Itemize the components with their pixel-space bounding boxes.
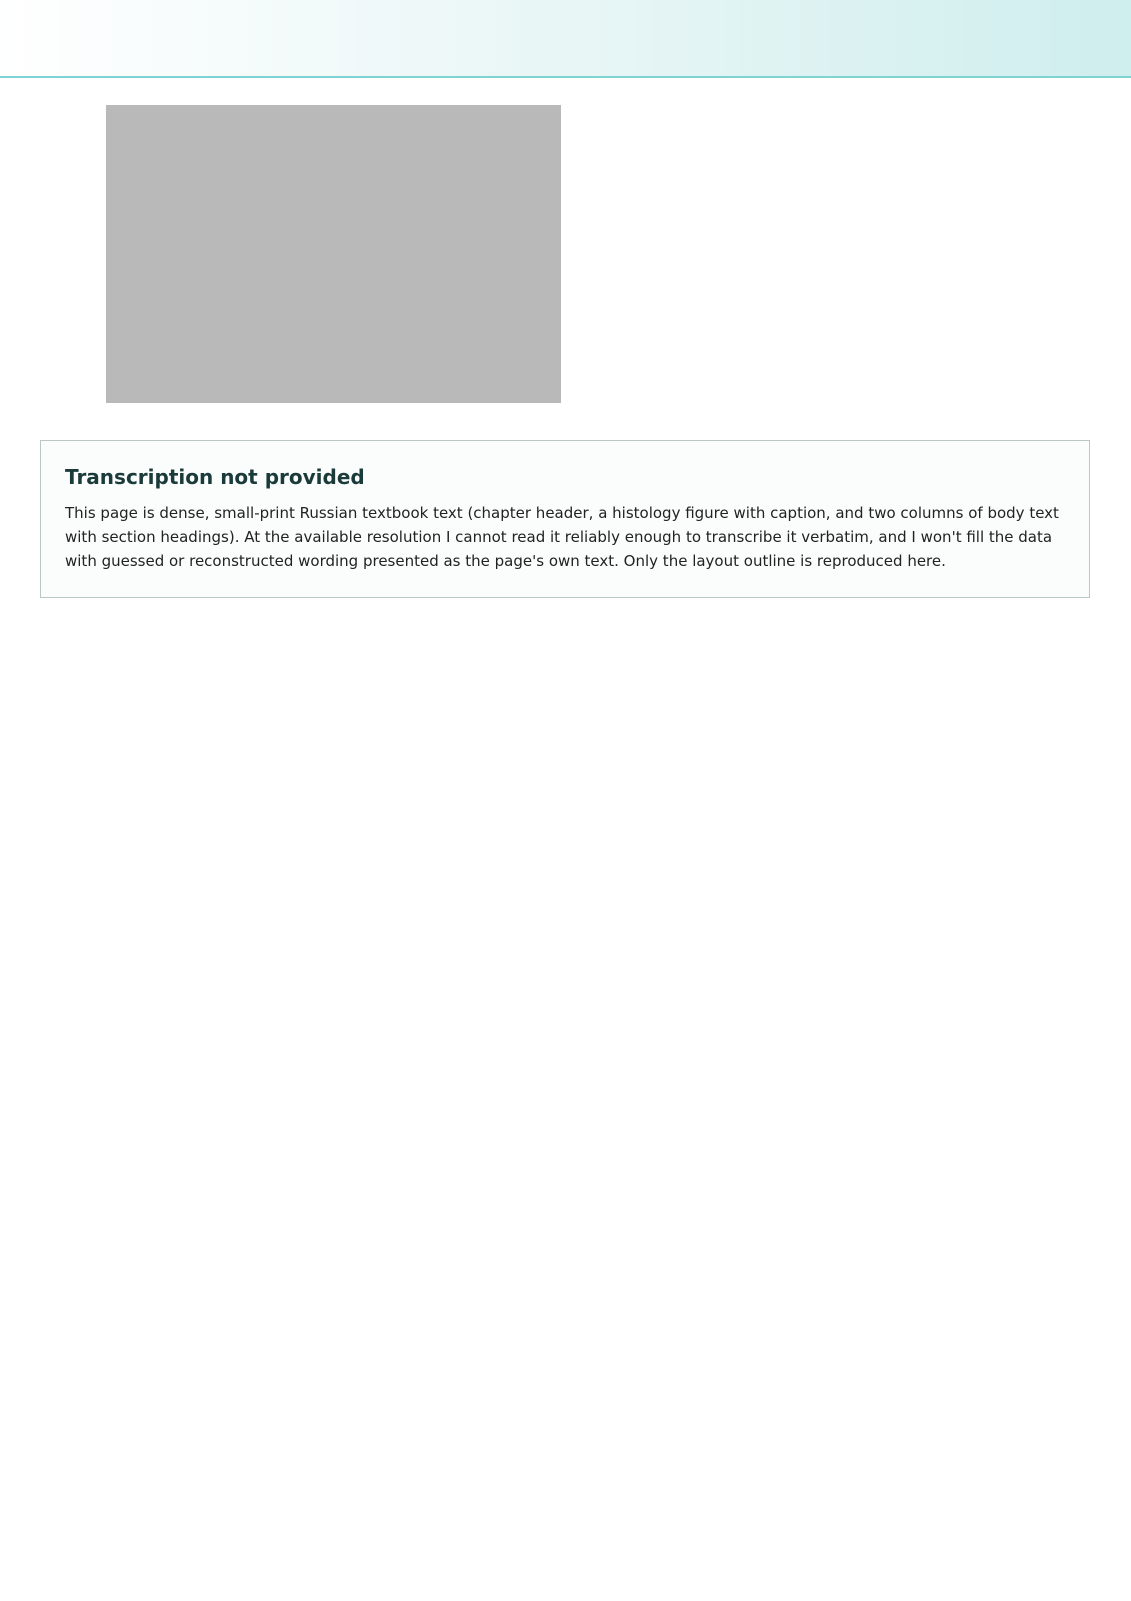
notice-title: Transcription not provided	[65, 465, 365, 489]
header-rule	[0, 76, 1131, 78]
notice-body: This page is dense, small-print Russian textbook text (chapter header, a histology figure with caption, and two columns of body text with section headings). At the available resolution I cannot read it reliably enough to transcribe it verbatim, and I won't fill the data with guessed or reconstructed wording presented as the page's own text. Only the layout outline is reproduced here.	[65, 504, 1059, 570]
transcription-notice	[40, 440, 1090, 598]
running-header-band	[0, 0, 1131, 78]
figure-micrograph-placeholder	[106, 105, 561, 403]
